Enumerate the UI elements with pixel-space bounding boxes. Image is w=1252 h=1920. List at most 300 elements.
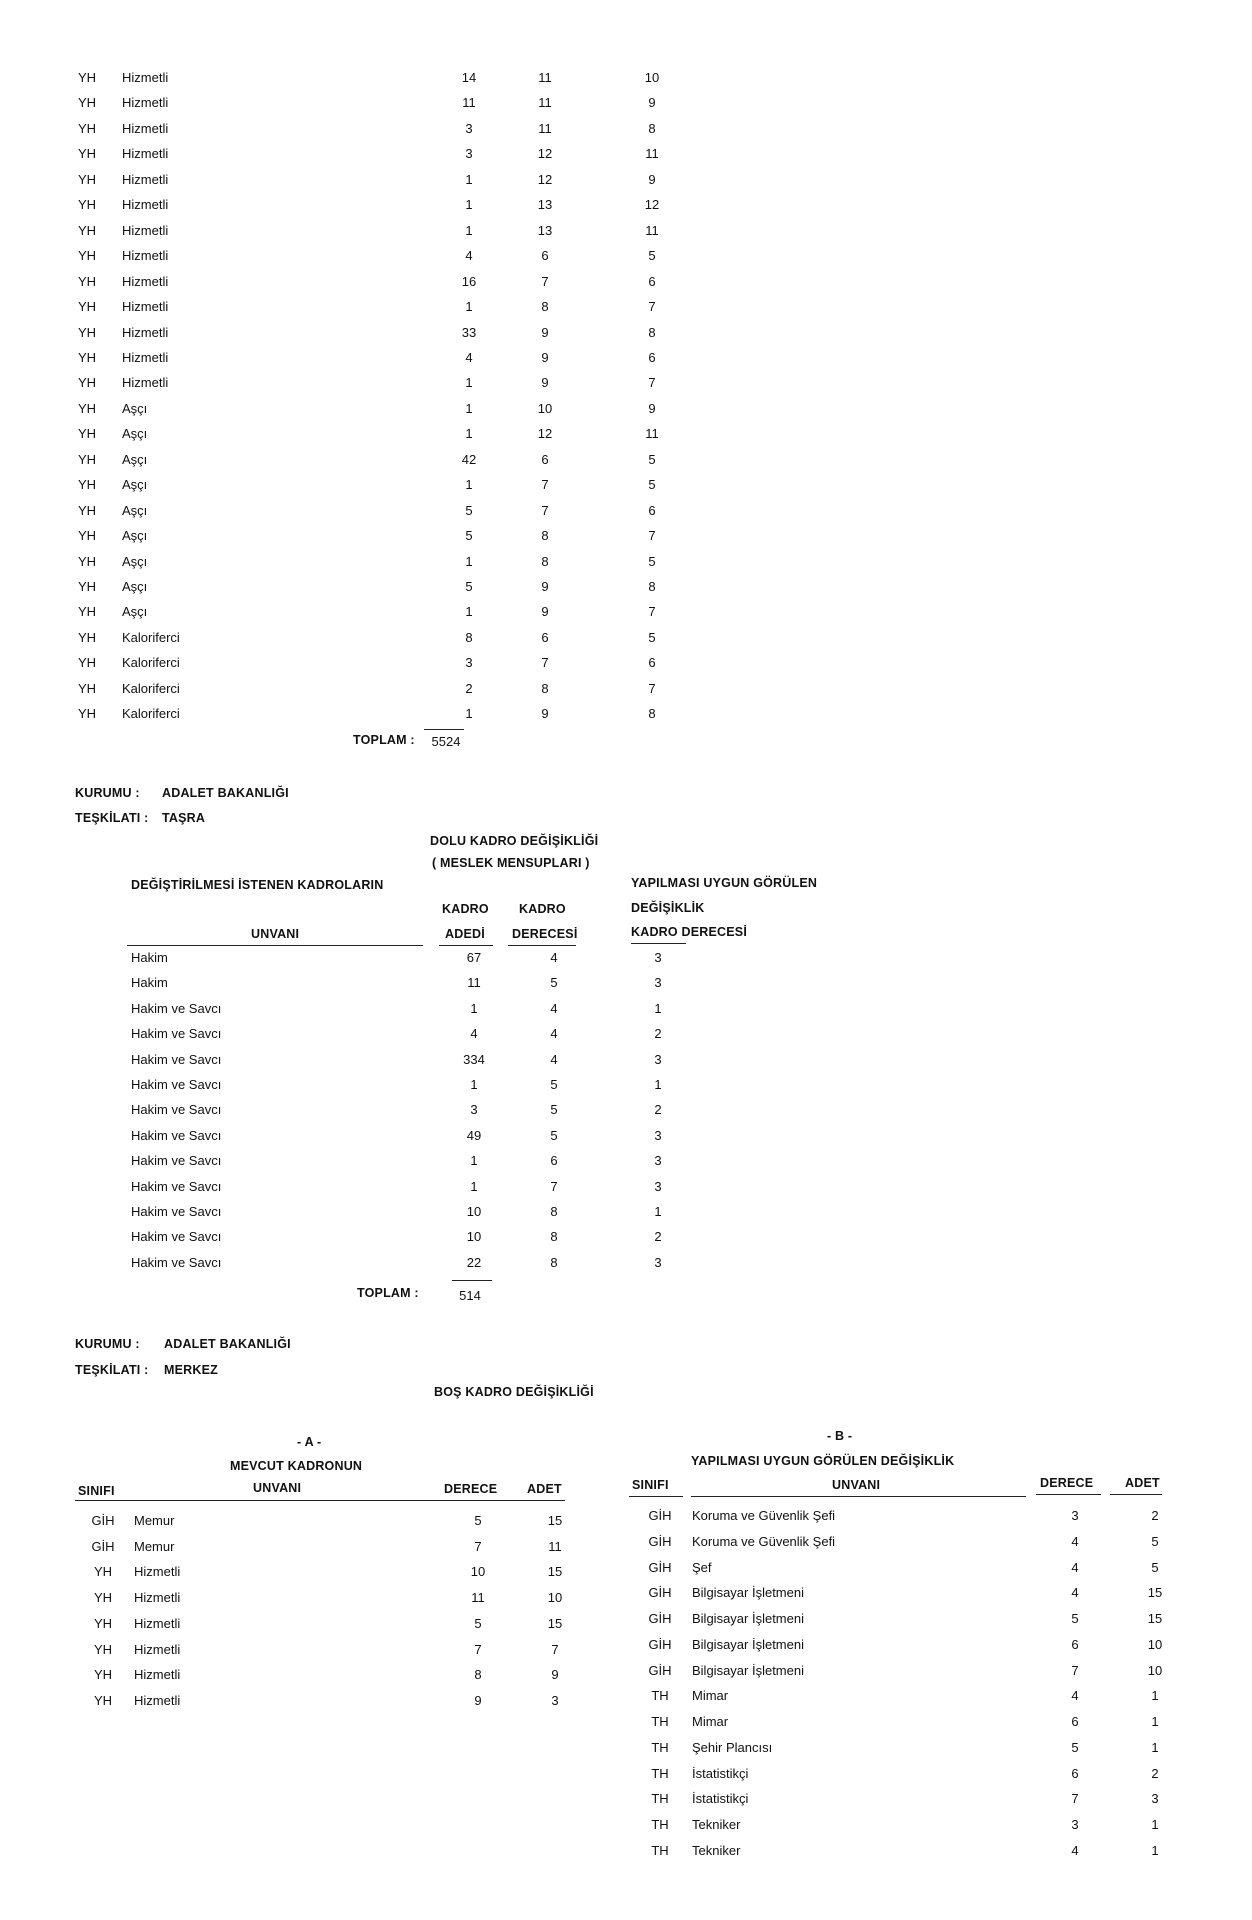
b-derece-cell: 6 bbox=[1071, 1714, 1079, 1729]
col-adedi: ADEDİ bbox=[445, 927, 485, 941]
part1-yeni-derece-cell: 12 bbox=[644, 197, 660, 212]
b-derece-cell: 5 bbox=[1071, 1740, 1079, 1755]
part2-teskilat-value: TAŞRA bbox=[162, 811, 206, 825]
part1-unvan-cell: Hizmetli bbox=[122, 70, 169, 85]
part1-unvan-cell: Aşçı bbox=[122, 477, 148, 492]
part2-unvan-cell: Hakim ve Savcı bbox=[131, 1001, 222, 1016]
part1-derece-cell: 7 bbox=[541, 503, 549, 518]
section-a-mark: - A - bbox=[297, 1435, 322, 1449]
b-header-rule-4 bbox=[1110, 1494, 1162, 1495]
a-unvan-cell: Hizmetli bbox=[134, 1693, 181, 1708]
b-derece-cell: 3 bbox=[1071, 1817, 1079, 1832]
part2-kadro-derecesi-cell: 4 bbox=[550, 1001, 558, 1016]
b-adet-cell: 1 bbox=[1151, 1843, 1159, 1858]
b-derece-cell: 6 bbox=[1071, 1766, 1079, 1781]
part1-sinif-cell: YH bbox=[78, 274, 97, 289]
a-unvan-cell: Hizmetli bbox=[134, 1590, 181, 1605]
part3-teskilat-label: TEŞKİLATI : bbox=[75, 1363, 149, 1377]
b-sinif-cell: TH bbox=[651, 1740, 669, 1755]
part1-yeni-derece-cell: 11 bbox=[645, 146, 659, 161]
part1-sinif-cell: YH bbox=[78, 503, 97, 518]
part1-sinif-cell: YH bbox=[78, 452, 97, 467]
a-adet-cell: 10 bbox=[547, 1590, 563, 1605]
b-col-unvani: UNVANI bbox=[832, 1478, 881, 1492]
part2-yeni-derece-cell: 3 bbox=[654, 1052, 662, 1067]
part2-kadro-derecesi-cell: 8 bbox=[550, 1255, 558, 1270]
section-b-title: YAPILMASI UYGUN GÖRÜLEN DEĞİŞİKLİK bbox=[691, 1454, 955, 1468]
b-header-rule-2 bbox=[691, 1496, 1026, 1497]
part1-derece-cell: 9 bbox=[541, 350, 549, 365]
part2-yeni-derece-cell: 1 bbox=[654, 1204, 662, 1219]
part1-yeni-derece-cell: 8 bbox=[648, 579, 656, 594]
a-unvan-cell: Hizmetli bbox=[134, 1564, 181, 1579]
part2-kadro-adedi-cell: 1 bbox=[470, 1179, 478, 1194]
b-adet-cell: 15 bbox=[1147, 1585, 1163, 1600]
b-unvan-cell: Bilgisayar İşletmeni bbox=[692, 1585, 804, 1600]
b-col-derece: DERECE bbox=[1040, 1476, 1094, 1490]
a-derece-cell: 8 bbox=[474, 1667, 482, 1682]
part1-yeni-derece-cell: 7 bbox=[648, 375, 656, 390]
part2-total-value: 514 bbox=[459, 1288, 481, 1303]
b-sinif-cell: TH bbox=[651, 1688, 669, 1703]
part1-derece-cell: 9 bbox=[541, 579, 549, 594]
col-unvani: UNVANI bbox=[251, 927, 300, 941]
part1-sinif-cell: YH bbox=[78, 248, 97, 263]
b-unvan-cell: Bilgisayar İşletmeni bbox=[692, 1611, 804, 1626]
col-kadro-1: KADRO bbox=[442, 902, 489, 916]
part1-derece-cell: 7 bbox=[541, 655, 549, 670]
part3-kurum-label: KURUMU : bbox=[75, 1337, 140, 1351]
a-sinif-cell: GİH bbox=[91, 1539, 115, 1554]
part2-kadro-adedi-cell: 22 bbox=[466, 1255, 482, 1270]
b-sinif-cell: TH bbox=[651, 1791, 669, 1806]
part2-yeni-derece-cell: 3 bbox=[654, 975, 662, 990]
part1-sinif-cell: YH bbox=[78, 121, 97, 136]
part1-adet-cell: 3 bbox=[465, 655, 473, 670]
a-col-derece: DERECE bbox=[444, 1482, 498, 1496]
b-unvan-cell: Bilgisayar İşletmeni bbox=[692, 1637, 804, 1652]
part2-kadro-adedi-cell: 1 bbox=[470, 1077, 478, 1092]
b-sinif-cell: TH bbox=[651, 1843, 669, 1858]
part1-adet-cell: 1 bbox=[465, 299, 473, 314]
part1-sinif-cell: YH bbox=[78, 681, 97, 696]
part2-right-header: YAPILMASI UYGUN GÖRÜLEN bbox=[631, 876, 818, 890]
b-adet-cell: 5 bbox=[1151, 1534, 1159, 1549]
part1-sinif-cell: YH bbox=[78, 146, 97, 161]
part2-total-label: TOPLAM : bbox=[357, 1286, 419, 1300]
part1-derece-cell: 13 bbox=[537, 197, 553, 212]
part1-derece-cell: 11 bbox=[538, 121, 552, 136]
part1-adet-cell: 5 bbox=[465, 528, 473, 543]
part1-yeni-derece-cell: 5 bbox=[648, 248, 656, 263]
part1-unvan-cell: Aşçı bbox=[122, 401, 148, 416]
b-sinif-cell: GİH bbox=[648, 1534, 672, 1549]
b-unvan-cell: Tekniker bbox=[692, 1817, 741, 1832]
part1-unvan-cell: Hizmetli bbox=[122, 299, 169, 314]
part1-sinif-cell: YH bbox=[78, 375, 97, 390]
b-col-adet: ADET bbox=[1125, 1476, 1160, 1490]
b-adet-cell: 1 bbox=[1151, 1688, 1159, 1703]
part1-sinif-cell: YH bbox=[78, 706, 97, 721]
part1-unvan-cell: Hizmetli bbox=[122, 121, 169, 136]
part1-yeni-derece-cell: 9 bbox=[648, 401, 656, 416]
a-adet-cell: 7 bbox=[551, 1642, 559, 1657]
part1-adet-cell: 14 bbox=[461, 70, 477, 85]
part1-unvan-cell: Hizmetli bbox=[122, 95, 169, 110]
part2-right-header-2: DEĞİŞİKLİK bbox=[631, 901, 705, 915]
part1-derece-cell: 6 bbox=[541, 630, 549, 645]
b-derece-cell: 4 bbox=[1071, 1585, 1079, 1600]
col-kadro-2: KADRO bbox=[519, 902, 566, 916]
part1-unvan-cell: Aşçı bbox=[122, 426, 148, 441]
part1-adet-cell: 1 bbox=[465, 426, 473, 441]
b-header-rule-3 bbox=[1036, 1494, 1101, 1495]
part1-unvan-cell: Hizmetli bbox=[122, 350, 169, 365]
part1-yeni-derece-cell: 10 bbox=[644, 70, 660, 85]
col-derecesi: DERECESİ bbox=[512, 927, 578, 941]
part1-yeni-derece-cell: 8 bbox=[648, 121, 656, 136]
b-sinif-cell: GİH bbox=[648, 1663, 672, 1678]
part2-unvan-cell: Hakim ve Savcı bbox=[131, 1204, 222, 1219]
a-unvan-cell: Hizmetli bbox=[134, 1616, 181, 1631]
part1-derece-cell: 6 bbox=[541, 248, 549, 263]
part2-header-rule-1 bbox=[127, 945, 423, 946]
b-sinif-cell: TH bbox=[651, 1766, 669, 1781]
b-derece-cell: 4 bbox=[1071, 1843, 1079, 1858]
part2-unvan-cell: Hakim ve Savcı bbox=[131, 1229, 222, 1244]
part1-adet-cell: 2 bbox=[465, 681, 473, 696]
part1-unvan-cell: Aşçı bbox=[122, 452, 148, 467]
part1-sinif-cell: YH bbox=[78, 528, 97, 543]
part1-yeni-derece-cell: 7 bbox=[648, 299, 656, 314]
part1-yeni-derece-cell: 5 bbox=[648, 630, 656, 645]
part2-unvan-cell: Hakim ve Savcı bbox=[131, 1052, 222, 1067]
part2-kadro-derecesi-cell: 7 bbox=[550, 1179, 558, 1194]
a-adet-cell: 15 bbox=[547, 1513, 563, 1528]
part2-yeni-derece-cell: 3 bbox=[654, 1153, 662, 1168]
part1-adet-cell: 1 bbox=[465, 197, 473, 212]
part1-derece-cell: 11 bbox=[538, 70, 552, 85]
a-unvan-cell: Hizmetli bbox=[134, 1667, 181, 1682]
part1-unvan-cell: Hizmetli bbox=[122, 146, 169, 161]
part1-unvan-cell: Kaloriferci bbox=[122, 706, 180, 721]
part1-yeni-derece-cell: 11 bbox=[645, 223, 659, 238]
part1-adet-cell: 3 bbox=[465, 121, 473, 136]
part2-teskilat-label: TEŞKİLATI : bbox=[75, 811, 149, 825]
part1-derece-cell: 11 bbox=[538, 95, 552, 110]
part1-yeni-derece-cell: 6 bbox=[648, 503, 656, 518]
b-adet-cell: 10 bbox=[1147, 1663, 1163, 1678]
part1-yeni-derece-cell: 5 bbox=[648, 452, 656, 467]
b-adet-cell: 2 bbox=[1151, 1766, 1159, 1781]
part2-kadro-adedi-cell: 11 bbox=[467, 975, 481, 990]
a-adet-cell: 11 bbox=[548, 1539, 562, 1554]
b-derece-cell: 7 bbox=[1071, 1663, 1079, 1678]
b-sinif-cell: TH bbox=[651, 1714, 669, 1729]
b-adet-cell: 1 bbox=[1151, 1714, 1159, 1729]
part2-kadro-adedi-cell: 10 bbox=[466, 1204, 482, 1219]
a-sinif-cell: YH bbox=[93, 1616, 113, 1631]
part1-yeni-derece-cell: 7 bbox=[648, 528, 656, 543]
part1-yeni-derece-cell: 7 bbox=[648, 604, 656, 619]
a-sinif-cell: YH bbox=[93, 1642, 113, 1657]
part1-unvan-cell: Kaloriferci bbox=[122, 655, 180, 670]
part1-sinif-cell: YH bbox=[78, 604, 97, 619]
part1-sinif-cell: YH bbox=[78, 554, 97, 569]
part1-unvan-cell: Aşçı bbox=[122, 554, 148, 569]
part2-kurum-value: ADALET BAKANLIĞI bbox=[162, 786, 289, 800]
a-sinif-cell: YH bbox=[93, 1693, 113, 1708]
b-col-sinifi: SINIFI bbox=[632, 1478, 669, 1492]
part2-kadro-derecesi-cell: 6 bbox=[550, 1153, 558, 1168]
part2-header-rule-4 bbox=[631, 943, 686, 944]
part1-sinif-cell: YH bbox=[78, 95, 97, 110]
part1-yeni-derece-cell: 6 bbox=[648, 350, 656, 365]
part2-yeni-derece-cell: 3 bbox=[654, 1128, 662, 1143]
b-adet-cell: 5 bbox=[1151, 1560, 1159, 1575]
part2-yeni-derece-cell: 1 bbox=[654, 1077, 662, 1092]
part1-unvan-cell: Hizmetli bbox=[122, 274, 169, 289]
part1-adet-cell: 1 bbox=[465, 401, 473, 416]
b-adet-cell: 1 bbox=[1151, 1740, 1159, 1755]
part2-unvan-cell: Hakim ve Savcı bbox=[131, 1153, 222, 1168]
part2-kadro-adedi-cell: 1 bbox=[470, 1153, 478, 1168]
b-adet-cell: 3 bbox=[1151, 1791, 1159, 1806]
part1-adet-cell: 11 bbox=[462, 95, 476, 110]
part1-adet-cell: 4 bbox=[465, 248, 473, 263]
part1-derece-cell: 13 bbox=[537, 223, 553, 238]
part1-adet-cell: 1 bbox=[465, 554, 473, 569]
a-derece-cell: 5 bbox=[474, 1513, 482, 1528]
part2-kadro-derecesi-cell: 4 bbox=[550, 1026, 558, 1041]
part1-sinif-cell: YH bbox=[78, 70, 97, 85]
part1-adet-cell: 1 bbox=[465, 375, 473, 390]
part2-kadro-derecesi-cell: 5 bbox=[550, 1077, 558, 1092]
a-derece-cell: 7 bbox=[474, 1642, 482, 1657]
part2-unvan-cell: Hakim ve Savcı bbox=[131, 1102, 222, 1117]
a-derece-cell: 11 bbox=[471, 1590, 485, 1605]
part2-yeni-derece-cell: 2 bbox=[654, 1102, 662, 1117]
part1-yeni-derece-cell: 9 bbox=[648, 172, 656, 187]
a-sinif-cell: GİH bbox=[91, 1513, 115, 1528]
part1-unvan-cell: Aşçı bbox=[122, 604, 148, 619]
part1-adet-cell: 5 bbox=[465, 503, 473, 518]
a-col-unvani: UNVANI bbox=[253, 1481, 302, 1495]
part1-total-value: 5524 bbox=[431, 734, 461, 749]
part1-yeni-derece-cell: 9 bbox=[648, 95, 656, 110]
part1-derece-cell: 9 bbox=[541, 706, 549, 721]
part1-sinif-cell: YH bbox=[78, 223, 97, 238]
part2-kadro-derecesi-cell: 5 bbox=[550, 975, 558, 990]
b-unvan-cell: Mimar bbox=[692, 1714, 729, 1729]
part1-sinif-cell: YH bbox=[78, 477, 97, 492]
b-unvan-cell: Tekniker bbox=[692, 1843, 741, 1858]
a-adet-cell: 9 bbox=[551, 1667, 559, 1682]
part1-sinif-cell: YH bbox=[78, 299, 97, 314]
part1-derece-cell: 7 bbox=[541, 274, 549, 289]
part1-derece-cell: 9 bbox=[541, 604, 549, 619]
part2-unvan-cell: Hakim ve Savcı bbox=[131, 1077, 222, 1092]
part1-derece-cell: 8 bbox=[541, 554, 549, 569]
part1-unvan-cell: Aşçı bbox=[122, 503, 148, 518]
part1-sinif-cell: YH bbox=[78, 426, 97, 441]
part1-unvan-cell: Hizmetli bbox=[122, 375, 169, 390]
part1-adet-cell: 16 bbox=[461, 274, 477, 289]
b-sinif-cell: GİH bbox=[648, 1611, 672, 1626]
b-adet-cell: 2 bbox=[1151, 1508, 1159, 1523]
part2-unvan-cell: Hakim ve Savcı bbox=[131, 1179, 222, 1194]
b-sinif-cell: TH bbox=[651, 1817, 669, 1832]
a-adet-cell: 3 bbox=[551, 1693, 559, 1708]
part1-adet-cell: 5 bbox=[465, 579, 473, 594]
a-col-sinifi: SINIFI bbox=[78, 1484, 115, 1498]
b-unvan-cell: Şef bbox=[692, 1560, 712, 1575]
part1-adet-cell: 4 bbox=[465, 350, 473, 365]
part1-sinif-cell: YH bbox=[78, 579, 97, 594]
part1-yeni-derece-cell: 6 bbox=[648, 655, 656, 670]
part2-yeni-derece-cell: 2 bbox=[654, 1026, 662, 1041]
part2-yeni-derece-cell: 3 bbox=[654, 1255, 662, 1270]
b-unvan-cell: Bilgisayar İşletmeni bbox=[692, 1663, 804, 1678]
part1-adet-cell: 3 bbox=[465, 146, 473, 161]
b-derece-cell: 3 bbox=[1071, 1508, 1079, 1523]
a-derece-cell: 7 bbox=[474, 1539, 482, 1554]
part1-sinif-cell: YH bbox=[78, 630, 97, 645]
part1-adet-cell: 1 bbox=[465, 706, 473, 721]
part1-yeni-derece-cell: 8 bbox=[648, 325, 656, 340]
a-col-adet: ADET bbox=[527, 1482, 562, 1496]
part2-yeni-derece-cell: 1 bbox=[654, 1001, 662, 1016]
part2-kadro-adedi-cell: 49 bbox=[466, 1128, 482, 1143]
part2-kadro-derecesi-cell: 4 bbox=[550, 950, 558, 965]
b-derece-cell: 5 bbox=[1071, 1611, 1079, 1626]
part1-yeni-derece-cell: 5 bbox=[648, 477, 656, 492]
a-derece-cell: 10 bbox=[470, 1564, 486, 1579]
b-header-rule-1 bbox=[629, 1496, 683, 1497]
section-a-title: MEVCUT KADRONUN bbox=[230, 1459, 363, 1473]
part1-derece-cell: 8 bbox=[541, 299, 549, 314]
part1-adet-cell: 8 bbox=[465, 630, 473, 645]
b-unvan-cell: Koruma ve Güvenlik Şefi bbox=[692, 1534, 836, 1549]
part1-derece-cell: 8 bbox=[541, 528, 549, 543]
part1-adet-cell: 33 bbox=[461, 325, 477, 340]
a-header-rule bbox=[75, 1500, 565, 1501]
a-sinif-cell: YH bbox=[93, 1564, 113, 1579]
part3-title: BOŞ KADRO DEĞİŞİKLİĞİ bbox=[434, 1385, 594, 1399]
part1-yeni-derece-cell: 7 bbox=[648, 681, 656, 696]
part1-derece-cell: 12 bbox=[537, 172, 553, 187]
part2-unvan-cell: Hakim ve Savcı bbox=[131, 1128, 222, 1143]
b-unvan-cell: Koruma ve Güvenlik Şefi bbox=[692, 1508, 836, 1523]
part2-kadro-adedi-cell: 67 bbox=[466, 950, 482, 965]
part2-kurum-label: KURUMU : bbox=[75, 786, 140, 800]
part1-sinif-cell: YH bbox=[78, 172, 97, 187]
part2-left-header: DEĞİŞTİRİLMESİ İSTENEN KADROLARIN bbox=[131, 878, 384, 892]
part1-total-label: TOPLAM : bbox=[353, 733, 415, 747]
part1-derece-cell: 9 bbox=[541, 375, 549, 390]
a-derece-cell: 9 bbox=[474, 1693, 482, 1708]
part1-unvan-cell: Aşçı bbox=[122, 579, 148, 594]
section-b-mark: - B - bbox=[827, 1429, 853, 1443]
b-unvan-cell: Mimar bbox=[692, 1688, 729, 1703]
part1-sinif-cell: YH bbox=[78, 655, 97, 670]
part2-header-rule-3 bbox=[508, 945, 576, 946]
part1-unvan-cell: Hizmetli bbox=[122, 223, 169, 238]
part1-adet-cell: 1 bbox=[465, 477, 473, 492]
part1-adet-cell: 1 bbox=[465, 604, 473, 619]
part2-subtitle: ( MESLEK MENSUPLARI ) bbox=[432, 856, 590, 870]
part1-derece-cell: 12 bbox=[537, 426, 553, 441]
part2-kadro-derecesi-cell: 8 bbox=[550, 1204, 558, 1219]
part2-kadro-adedi-cell: 334 bbox=[463, 1052, 485, 1067]
part3-teskilat-value: MERKEZ bbox=[164, 1363, 218, 1377]
part2-yeni-derece-cell: 3 bbox=[654, 950, 662, 965]
part1-yeni-derece-cell: 8 bbox=[648, 706, 656, 721]
b-adet-cell: 15 bbox=[1147, 1611, 1163, 1626]
part2-kadro-derecesi-cell: 5 bbox=[550, 1128, 558, 1143]
b-sinif-cell: GİH bbox=[648, 1560, 672, 1575]
b-unvan-cell: Şehir Plancısı bbox=[692, 1740, 773, 1755]
b-adet-cell: 1 bbox=[1151, 1817, 1159, 1832]
b-sinif-cell: GİH bbox=[648, 1508, 672, 1523]
a-derece-cell: 5 bbox=[474, 1616, 482, 1631]
part1-adet-cell: 1 bbox=[465, 223, 473, 238]
part1-unvan-cell: Hizmetli bbox=[122, 325, 169, 340]
part1-yeni-derece-cell: 5 bbox=[648, 554, 656, 569]
part1-derece-cell: 8 bbox=[541, 681, 549, 696]
part2-unvan-cell: Hakim bbox=[131, 950, 168, 965]
part1-unvan-cell: Hizmetli bbox=[122, 172, 169, 187]
b-sinif-cell: GİH bbox=[648, 1637, 672, 1652]
a-sinif-cell: YH bbox=[93, 1590, 113, 1605]
part2-unvan-cell: Hakim bbox=[131, 975, 168, 990]
part1-total-rule bbox=[424, 729, 464, 730]
part2-title: DOLU KADRO DEĞİŞİKLİĞİ bbox=[430, 834, 599, 848]
part1-sinif-cell: YH bbox=[78, 401, 97, 416]
a-unvan-cell: Memur bbox=[134, 1513, 175, 1528]
b-derece-cell: 7 bbox=[1071, 1791, 1079, 1806]
part3-kurum-value: ADALET BAKANLIĞI bbox=[164, 1337, 291, 1351]
a-unvan-cell: Memur bbox=[134, 1539, 175, 1554]
b-unvan-cell: İstatistikçi bbox=[692, 1791, 749, 1806]
part1-sinif-cell: YH bbox=[78, 325, 97, 340]
part2-total-rule bbox=[452, 1280, 492, 1281]
part1-sinif-cell: YH bbox=[78, 350, 97, 365]
part1-derece-cell: 7 bbox=[541, 477, 549, 492]
part1-sinif-cell: YH bbox=[78, 197, 97, 212]
part1-adet-cell: 1 bbox=[465, 172, 473, 187]
part1-unvan-cell: Kaloriferci bbox=[122, 681, 180, 696]
b-unvan-cell: İstatistikçi bbox=[692, 1766, 749, 1781]
a-sinif-cell: YH bbox=[93, 1667, 113, 1682]
part2-kadro-adedi-cell: 10 bbox=[466, 1229, 482, 1244]
b-adet-cell: 10 bbox=[1147, 1637, 1163, 1652]
b-derece-cell: 4 bbox=[1071, 1688, 1079, 1703]
part2-yeni-derece-cell: 3 bbox=[654, 1179, 662, 1194]
col-kadro-derecesi: KADRO DERECESİ bbox=[631, 925, 748, 939]
part2-kadro-adedi-cell: 1 bbox=[470, 1001, 478, 1016]
part1-adet-cell: 42 bbox=[461, 452, 477, 467]
part1-derece-cell: 6 bbox=[541, 452, 549, 467]
a-adet-cell: 15 bbox=[547, 1564, 563, 1579]
part1-yeni-derece-cell: 6 bbox=[648, 274, 656, 289]
a-adet-cell: 15 bbox=[547, 1616, 563, 1631]
part2-kadro-adedi-cell: 3 bbox=[470, 1102, 478, 1117]
part1-unvan-cell: Aşçı bbox=[122, 528, 148, 543]
part2-kadro-derecesi-cell: 8 bbox=[550, 1229, 558, 1244]
part2-unvan-cell: Hakim ve Savcı bbox=[131, 1026, 222, 1041]
part1-derece-cell: 10 bbox=[537, 401, 553, 416]
